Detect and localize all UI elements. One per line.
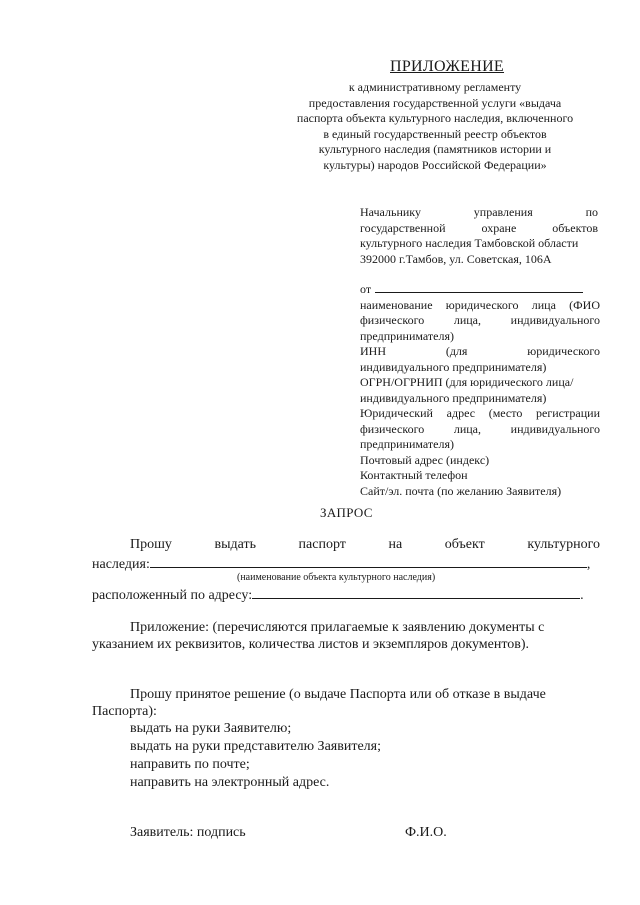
addressee-block (360, 205, 598, 267)
request-word: культурного (527, 537, 600, 552)
sender-from-row (360, 281, 600, 298)
sender-field-line: наименование юридического лица (ФИО (360, 297, 600, 312)
delivery-option: направить по почте; (130, 757, 250, 772)
address-blank[interactable] (252, 585, 580, 599)
sender-field-line: Юридический адрес (место регистрации (360, 406, 600, 420)
sender-field-line: предпринимателя) (360, 437, 454, 451)
appendix-subtitle-line: культуры) народов Российской Федерации» (323, 157, 547, 172)
sender-name-blank[interactable] (375, 281, 583, 293)
request-word: на (388, 537, 403, 552)
request-word: Прошу (130, 537, 172, 552)
addressee-line: 392000 г.Тамбов, ул. Советская, 106А (360, 251, 552, 266)
address-period: . (580, 588, 584, 603)
delivery-option: выдать на руки представителю Заявителя; (130, 739, 381, 754)
sender-from-label: от (360, 282, 372, 296)
appendix-title: ПРИЛОЖЕНИЕ (390, 58, 505, 75)
appendix-subtitle-line: к административному регламенту (348, 80, 522, 94)
sender-block (360, 281, 600, 499)
heritage-object-row (92, 554, 590, 573)
request-word: объект (444, 537, 485, 552)
appendix-subtitle-line: в единый государственный реестр объектов (323, 126, 547, 141)
addressee-line: культурного наследия Тамбовской области (360, 236, 579, 250)
appendix-subtitle-line: паспорта объекта культурного наследия, включенного (296, 111, 574, 125)
delivery-option: выдать на руки Заявителю; (130, 721, 292, 736)
sender-field-line: физического лица, индивидуального (360, 313, 600, 327)
request-line-1 (130, 537, 600, 553)
appendix-subtitle-line: культурного наследия (памятников истории и (318, 142, 552, 156)
sender-field-line: Почтовый адрес (индекс) (360, 452, 490, 467)
appendix-subtitle-line: предоставления государственной услуги «выдача (308, 95, 562, 110)
sender-field-line: ОГРН/ОГРНИП (для юридического лица/ (360, 375, 574, 389)
addressee-line: государственной охране объектов (360, 220, 598, 235)
sender-field-line: ИНН (для юридического (360, 344, 600, 358)
appendix-subtitle (290, 80, 580, 173)
request-title: ЗАПРОС (320, 505, 373, 520)
sender-field-line: Сайт/эл. почта (по желанию Заявителя) (360, 483, 562, 498)
heritage-object-caption: (наименование объекта культурного наследия) (237, 572, 436, 583)
sender-field-line: индивидуального предпринимателя) (360, 359, 547, 374)
heritage-object-label: наследия: (92, 557, 150, 572)
address-label: расположенный по адресу: (92, 588, 253, 603)
request-word: выдать (214, 537, 256, 552)
sender-field-line: физического лица, индивидуального (360, 421, 600, 436)
heritage-object-comma: , (586, 557, 591, 572)
address-row (92, 585, 584, 604)
delivery-option: направить на электронный адрес. (130, 775, 330, 790)
sender-field-line: Контактный телефон (360, 468, 468, 482)
request-word: паспорт (298, 537, 346, 552)
decision-line-2: Паспорта): (92, 704, 157, 719)
signature-name-label: Ф.И.О. (405, 825, 447, 840)
sender-field-line: предпринимателя) (360, 328, 454, 343)
decision-line-1: Прошу принятое решение (о выдаче Паспорта или об отказе в выдаче (130, 687, 546, 702)
addressee-line: Начальнику управления по (360, 205, 598, 219)
sender-field-line: индивидуального предпринимателя) (360, 390, 547, 405)
heritage-object-blank[interactable] (150, 554, 587, 568)
attachment-line-2: указанием их реквизитов, количества листов и экземпляров документов). (92, 637, 530, 652)
attachment-line-1: Приложение: (перечисляются прилагаемые к заявлению документы с (130, 620, 545, 635)
signature-label: Заявитель: подпись (130, 825, 246, 840)
